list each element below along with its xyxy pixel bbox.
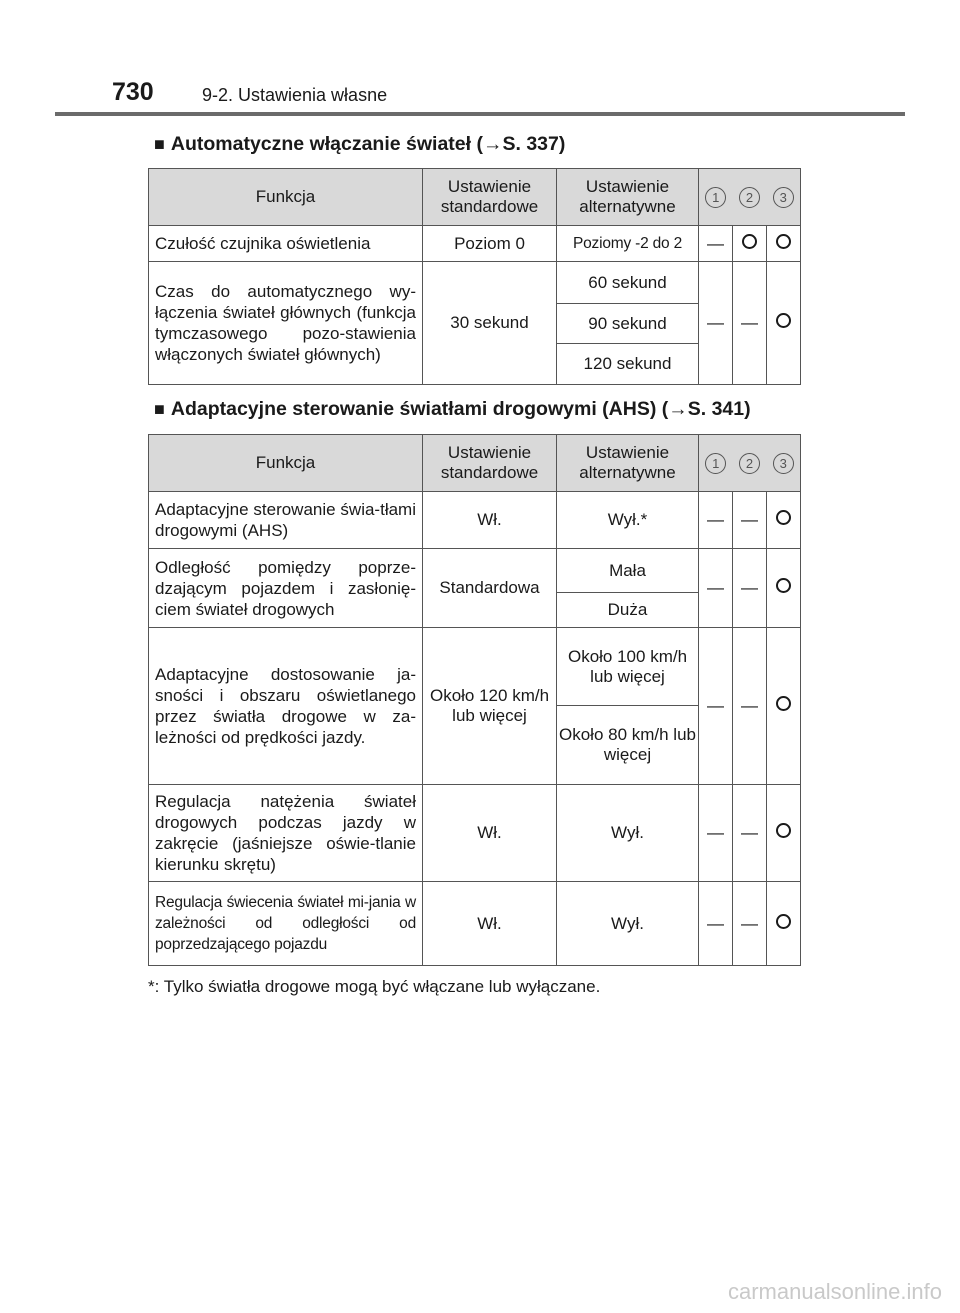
alternative-cell: Wył. <box>557 785 699 882</box>
alternative-cell: 60 sekund <box>557 262 699 304</box>
circle-icon <box>776 510 791 525</box>
col3-mark <box>767 882 801 966</box>
col1-mark: — <box>699 262 733 385</box>
section-title: 9-2. Ustawienia własne <box>202 85 388 105</box>
heading-auto-lights <box>154 133 565 156</box>
col2-mark: — <box>733 628 767 785</box>
standard-cell: Wł. <box>423 785 557 882</box>
standard-cell: Wł. <box>423 882 557 966</box>
col-3: 3 <box>767 169 801 226</box>
alternative-cell: Poziomy -2 do 2 <box>557 226 699 262</box>
heading-ref: S. 337) <box>502 133 566 155</box>
table-ahs <box>148 434 801 966</box>
col1-mark: — <box>699 628 733 785</box>
col2-mark: — <box>733 785 767 882</box>
alternative-cell: 120 sekund <box>557 344 699 385</box>
table-row <box>149 628 801 706</box>
col1-mark: — <box>699 492 733 549</box>
function-cell: Odległość pomiędzy poprze-dzającym pojazdem i zasłonię-ciem świateł drogowych <box>149 549 423 628</box>
col1-mark: — <box>699 226 733 262</box>
table-auto-lights <box>148 168 801 385</box>
arrow-icon: → <box>668 398 688 420</box>
alternative-cell: Wył.* <box>557 492 699 549</box>
function-cell: Adaptacyjne dostosowanie ja-sności i obszaru oświetlanego przez światła drogowe w za-leżności od prędkości jazdy. <box>149 628 423 785</box>
circle-icon <box>776 823 791 838</box>
table-row <box>149 262 801 304</box>
col-2: 2 <box>733 169 767 226</box>
col2-mark <box>733 226 767 262</box>
heading-ahs <box>154 398 751 421</box>
col-standard: Ustawienie standardowe <box>423 435 557 492</box>
circle-icon <box>776 578 791 593</box>
heading-text: Automatyczne włączanie świateł ( <box>170 133 483 155</box>
standard-cell: Wł. <box>423 492 557 549</box>
bullet-icon: ■ <box>154 399 165 419</box>
col-alternative: Ustawienie alternatywne <box>557 169 699 226</box>
standard-cell: Standardowa <box>423 549 557 628</box>
col-1: 1 <box>699 169 733 226</box>
col-1: 1 <box>699 435 733 492</box>
col2-mark: — <box>733 262 767 385</box>
col-function: Funkcja <box>149 435 423 492</box>
table-row <box>149 492 801 549</box>
col-alternative: Ustawienie alternatywne <box>557 435 699 492</box>
watermark: carmanualsonline.info <box>727 1279 942 1304</box>
footnote: *: Tylko światła drogowe mogą być włączane lub wyłączane. <box>148 977 601 996</box>
col3-mark <box>767 549 801 628</box>
col-2: 2 <box>733 435 767 492</box>
standard-cell: Poziom 0 <box>423 226 557 262</box>
col2-mark: — <box>733 549 767 628</box>
arrow-icon: → <box>482 133 503 155</box>
function-cell: Adaptacyjne sterowanie świa-tłami drogowymi (AHS) <box>149 492 423 549</box>
table-row <box>149 549 801 593</box>
standard-cell: Około 120 km/h lub więcej <box>423 628 557 785</box>
col3-mark <box>767 785 801 882</box>
function-cell: Regulacja natężenia świateł drogowych podczas jazdy w zakręcie (jaśniejsze oświe-tlanie kierunku skrętu) <box>149 785 423 882</box>
function-cell: Czułość czujnika oświetlenia <box>149 226 423 262</box>
col3-mark <box>767 226 801 262</box>
col-standard: Ustawienie standardowe <box>423 169 557 226</box>
col1-mark: — <box>699 549 733 628</box>
table-row <box>149 785 801 882</box>
circle-icon <box>776 313 791 328</box>
col2-mark: — <box>733 492 767 549</box>
col1-mark: — <box>699 785 733 882</box>
alternative-cell: Około 100 km/h lub więcej <box>557 628 699 706</box>
circle-icon <box>776 696 791 711</box>
alternative-cell: Mała <box>557 549 699 593</box>
circle-icon <box>776 914 791 929</box>
heading-text: Adaptacyjne sterowanie światłami drogowymi (AHS) ( <box>170 398 669 420</box>
circle-icon <box>742 234 757 249</box>
bullet-icon: ■ <box>154 134 165 154</box>
col3-mark <box>767 628 801 785</box>
table-row <box>149 226 801 262</box>
header-rule <box>55 112 905 116</box>
table-row <box>149 882 801 966</box>
function-cell: Regulacja świecenia świateł mi-jania w zależności od odległości od poprzedzającego pojazdu <box>149 882 423 966</box>
col-3: 3 <box>767 435 801 492</box>
function-cell: Czas do automatycznego wy-łączenia świateł głównych (funkcja tymczasowego pozo-stawienia włączonych świateł głównych) <box>149 262 423 385</box>
col1-mark: — <box>699 882 733 966</box>
col3-mark <box>767 492 801 549</box>
alternative-cell: Duża <box>557 593 699 628</box>
col3-mark <box>767 262 801 385</box>
standard-cell: 30 sekund <box>423 262 557 385</box>
heading-ref: S. 341) <box>687 398 751 420</box>
col-function: Funkcja <box>149 169 423 226</box>
col2-mark: — <box>733 882 767 966</box>
alternative-cell: 90 sekund <box>557 304 699 344</box>
alternative-cell: Wył. <box>557 882 699 966</box>
page-number: 730 <box>112 78 154 106</box>
alternative-cell: Około 80 km/h lub więcej <box>557 706 699 785</box>
circle-icon <box>776 234 791 249</box>
